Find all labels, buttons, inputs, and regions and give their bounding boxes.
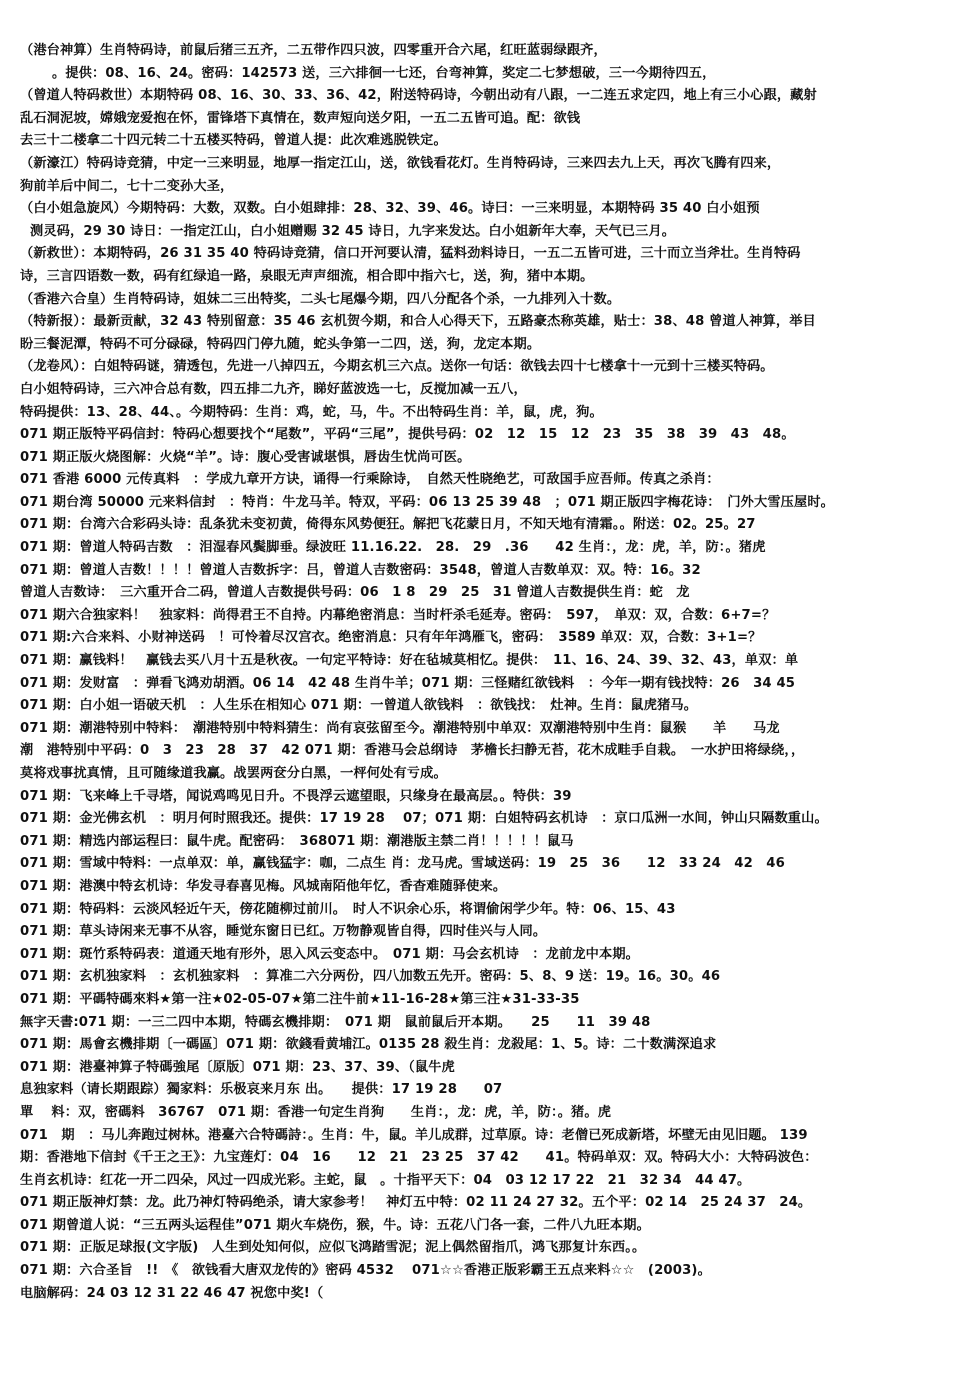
text-line: 071 期：精选内部运程曰：鼠牛虎。配密码： 368071 期：潮港版主禁二肖！！！！！鼠马 (20, 833, 574, 849)
text-line: 电脑解码：24 03 12 31 22 46 47 祝您中奖!（ (20, 1285, 324, 1301)
text-line: （港台神算）生肖特码诗，前鼠后猪三五齐，二五带作四只波，四零重开合六尾，红旺蓝弱绿跟齐， (20, 43, 607, 58)
text-line: 071 期 ：马儿奔跑过树林。港臺六合特碼詩：。生肖：牛，鼠。羊儿成群，过草原。诗：老僧已死成新塔，坏壁无由见旧题。 139 (20, 1127, 808, 1143)
text-line: 單 料：双，密碼料 36767 071 期：香港一句定生肖狗 生肖：，龙：虎，羊，防：。猪。虎 (20, 1104, 612, 1120)
text-line: 無字天書:071 期：一三二四中本期，特碼玄機排期： 071 期 鼠前鼠后开本期。 25 11 39 48 (20, 1014, 651, 1030)
text-line: 071 期：特码料：云淡风轻近午天，傍花随柳过前川。 时人不识余心乐，将谓偷闲学少年。特：06、15、43 (20, 901, 676, 917)
text-line: 狗前羊后中间二，七十二变孙大圣， (20, 178, 234, 194)
text-line: 白小姐特码诗，三六冲合总有数，四五排二九齐，睇好蓝波选一七，反搅加减一五八， (20, 381, 527, 397)
text-line: 071 期：曾道人特码吉数 ：泪湿春风鬓脚垂。绿波旺 11.16.22. 28. 29 .36 42 生肖：，龙：虎，羊，防：。猪虎 (20, 540, 766, 556)
text-line: 071 期正版特平码信封：特码心想要找个“尾数”，平码“三尾”，提供号码：02 12 15 12 23 35 38 39 43 48。 (20, 427, 795, 443)
text-line: （白小姐急旋风）今期特码：大数，双数。白小姐肆排：28、32、39、46。诗曰：一三来明显，本期特码 35 40 白小姐预 (20, 201, 760, 217)
text-line: （香港六合皇）生肖特码诗，姐妹二三出特奖，二头七尾爆今期，四八分配各个杀，一九排列入十数。 (20, 291, 621, 307)
text-line: 071 期：金光佛玄机 ：明月何时照我还。提供：17 19 28 07；071 期：白姐特码玄机诗 ：京口瓜洲一水间，钟山只隔数重山。 (20, 811, 828, 827)
text-line: 乱石洞泥坡，嫦娥宠爱抱在怀，雷锋塔下真情在，数声短向送夕阳，一五二五皆可追。配：欲钱 (20, 110, 581, 126)
text-line: 071 期正版神灯禁：龙。此乃神灯特码绝杀，请大家参考！ 神灯五中特：02 11 24 27 32。五个平：02 14 25 24 37 24。 (20, 1195, 812, 1211)
text-line: 071 期：赢钱料！ 赢钱去买八月十五是秋夜。一句定平特诗：好在毡城莫相忆。提供： 11、16、24、39、32、43，单双：单 (20, 653, 799, 669)
text-line: 期：香港地下信封《千王之王》：九宝莲灯：04 16 12 21 23 25 37 42 41。特码单双：双。特码大小：大特码波色： (20, 1150, 818, 1166)
text-line: 071 期：曾道人吉数！！！！曾道人吉数拆字：吕，曾道人吉数密码：3548，曾道人吉数单双：双。特：16。32 (20, 562, 701, 578)
text-line: （龙卷风）：白姐特码谜，猜透包，先进一八掉四五，今期玄机三六点。送你一句话：欲钱去四十七楼拿十一元到十三楼买特码。 (20, 359, 774, 375)
text-line: 071 期：六合圣旨 !! 《 欲钱看大唐双龙传的》密码 4532 071☆☆香港正版彩霸王五点来料☆☆ (2003)。 (20, 1263, 711, 1279)
text-line: 莫将戏事扰真情，且可随缘道我赢。战罢两奁分白黑，一枰何处有亏成。 (20, 766, 447, 781)
text-line: 071 期：平碼特碼來料★第一注★02-05-07★第二注牛前★11-16-28★第三注★31-33-35 (20, 991, 580, 1007)
text-line: 071 期：雪域中特料：一点单双：单，赢钱猛字：咖，二点生 肖：龙马虎。雪域送码：19 25 36 12 33 24 42 46 (20, 856, 785, 872)
text-line: 071 期：草头诗闲来无事不从容，睡觉东窗日已红。万物静观皆自得，四时佳兴与人同。 (20, 924, 547, 940)
text-line: 071 期：港澳中特玄机诗：华发寻春喜见梅。风城南陌他年忆，香杳难随驿使来。 (20, 878, 507, 894)
text-line: 071 期：斑竹系特码表：道通天地有形外，思入风云变态中。 071 期：马会玄机诗 ：龙前龙中本期。 (20, 946, 640, 962)
document-body (20, 40, 954, 1305)
text-line: 071 期：潮港特别中特料： 潮港特别中特料猜生：尚有哀弦留至今。潮港特别中单双：双潮港特别中生肖：鼠猴 羊 马龙 (20, 720, 780, 736)
text-line: 去三十二楼拿二十四元转二十五楼买特码，曾道人提：此次难逃脱铁定。 (20, 133, 447, 149)
text-line: 071 期：白小姐一语破天机 ：人生乐在相知心 071 期：一曾道人欲钱料 ：欲钱找： 灶神。生肖：鼠虎猪马。 (20, 698, 698, 714)
text-line: 071 期台湾 50000 元来料信封 ：特肖：牛龙马羊。特双，平码：06 13 25 39 48 ；071 期正版四字梅花诗： 门外大雪压屋时。 (20, 494, 835, 510)
text-line: 测灵码，29 30 诗日：一指定江山，白小姐赠赐 32 45 诗日，九字来发达。白小姐新年大奉，天气已三月。 (30, 223, 676, 239)
text-line: 诗，三言四语数一数，码有红绿追一路，泉眼无声声细流，相合即中指六七，送，狗，猪中本期。 (20, 268, 594, 284)
text-line: （特新报）：最新贡献，32 43 特别留意：35 46 玄机贺今期，和合人心得天下，五路豪杰称英雄，贴士：38、48 曾道人神算，举目 (20, 314, 816, 330)
text-line: 071 期曾道人说：“三五两头运程佳”071 期火车烧伤，猴，牛。诗：五花八门各一套，二件八九旺本期。 (20, 1217, 650, 1233)
text-line: 。提供：08、16、24。密码：142573 送，三六排徊一七还，台弯神算，奖定二七梦想破，三一今期待四五， (52, 65, 716, 81)
text-line: 071 香港 6000 元传真料 ：学成九章开方诀，诵得一行乘除诗， 自然天性晓绝艺，可敌国手应吾师。传真之杀肖： (20, 472, 720, 488)
text-line: 曾道人吉数诗： 三六重开合二码，曾道人吉数提供号码：06 1 8 29 25 31 曾道人吉数提供生肖：蛇 龙 (20, 585, 690, 601)
text-line: 071 期:六合来料、小财神送码 ！可怜着尽汉宫衣。绝密消息：只有年年鸿雁飞，密码： 3589 单双：双，合数：3+1=？ (20, 630, 762, 646)
text-line: 071 期：玄机独家料 ：玄机独家料 ：算准二六分两份，四八加数五先开。密码：5、8、9 送：19。16。30。46 (20, 969, 721, 985)
text-line: 071 期：正版足球报(文字版) 人生到处知何似，应似飞鸿踏雪泥；泥上偶然留指爪，鸿飞那复计东西。。 (20, 1240, 646, 1256)
text-line: 生肖玄机诗：红花一开二四朵，风过一四成光彩。主蛇，鼠 。十指平天下：04 03 12 17 22 21 32 34 44 47。 (20, 1172, 751, 1188)
text-line: （新濠江）特码诗竞猜，中定一三来明显，地厚一指定江山，送，欲钱看花灯。生肖特码诗，三来四去九上天，再次飞腾有四来， (20, 155, 781, 171)
text-line: 潮 港特别中平码：0 3 23 28 37 42 071 期：香港马会总纲诗 茅檐长扫静无苔，花木成畦手自栽。 一水护田将绿绕，， (20, 743, 805, 759)
text-line: 盼三餐泥潭，特码不可分碌碌，特码四门停九随，蛇头争第一二四，送，狗，龙定本期。 (20, 336, 541, 352)
text-line: （曾道人特码救世）本期特码 08、16、30、33、36、42，附送特码诗，今朝出动有八跟，一二连五求定四，地上有三小心跟，藏射 (20, 88, 817, 104)
text-line: 071 期：馬會玄機排期〔一碼區〕071 期：欲錢看黄埔江。0135 28 殺生肖：龙殺尾：1、5。诗：二十数满深追求 (20, 1037, 717, 1053)
text-line: 071 期六合独家料！ 独家料：尚得君王不自持。内幕绝密消息：当时杆杀毛延寿。密码： 597， 单双：双，合数：6+7=？ (20, 607, 776, 623)
text-line: 071 期：飞来峰上千寻塔，闻说鸡鸣见日升。不畏浮云遮望眼，只缘身在最高层。。特供：39 (20, 788, 572, 804)
text-line: 071 期：台湾六合彩码头诗：乱条犹未变初黄，倚得东风势便狂。解把飞花蒙日月，不知天地有清霜。。附送：02。25。27 (20, 517, 756, 533)
text-line: 071 期：发财富 ：弹看飞鸿劝胡酒。06 14 42 48 生肖牛羊；071 期：三怪赌红欲钱料 ：今年一期有钱找特：26 34 45 (20, 675, 796, 691)
text-line: 071 期正版火烧图解：火烧“羊”。诗：腹心受害诚堪惧，唇齿生忧尚可医。 (20, 449, 471, 465)
text-line: 特码提供：13、28、44、。今期特码：生肖：鸡，蛇，马，牛。不出特码生肖：羊，鼠，虎，狗。 (20, 404, 603, 420)
text-line: 息独家料（请长期跟踪）獨家料：乐极哀来月东 出。 提供：17 19 28 07 (20, 1082, 503, 1098)
text-line: （新救世）：本期特码，26 31 35 40 特码诗竞猜，信口开河要认清，猛料劲料诗日，一五二五皆可进，三十而立当斧壮。生肖特码 (20, 246, 801, 262)
text-line: 071 期：港臺神算子特碼強尾〔原版〕071 期：23、37、39、（鼠牛虎 (20, 1059, 455, 1075)
